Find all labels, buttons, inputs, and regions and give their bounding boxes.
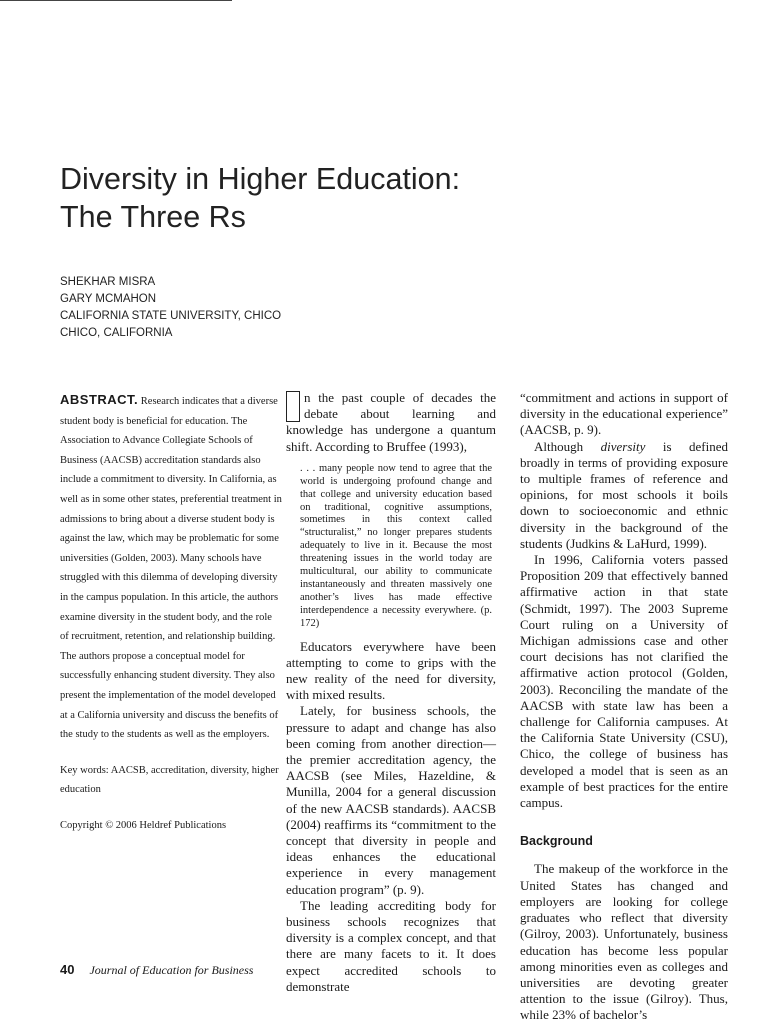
title-line-1: Diversity in Higher Education: <box>60 162 461 196</box>
author-1: SHEKHAR MISRA <box>60 276 156 288</box>
copyright-notice: Copyright © 2006 Heldref Publications <box>60 819 227 831</box>
keywords: Key words: AACSB, accreditation, diversity, higher education <box>60 764 279 796</box>
intro-paragraph <box>286 390 496 455</box>
abstract-paragraph <box>60 390 282 745</box>
paragraph-commitment: “commitment and actions in support of diversity in the educational experience” (AACSB, p. 9). <box>520 390 728 438</box>
block-quote: . . . many people now tend to agree that the world is undergoing profound change and that college and university education based on traditional, cognitive assumptions, sometimes in this context called “structuralist,” no longer prepares students adequately to live in it. Because the most threatening issues in the world today are multicultural, our ability to communicate instantaneously and threaten massively one another’s lives has made effective interdependence a necessity everywhere. (p. 172) <box>300 462 492 629</box>
author-2: GARY MCMAHON <box>60 293 157 305</box>
page-footer <box>60 962 360 978</box>
affiliation-location: CHICO, CALIFORNIA <box>60 327 173 339</box>
top-rule <box>0 0 232 1</box>
abstract-heading: ABSTRACT. <box>60 392 139 407</box>
journal-name: Journal of Education for Business <box>89 963 254 977</box>
body-column-right <box>520 390 728 1024</box>
article-title <box>60 160 720 236</box>
title-line-2: The Three Rs <box>60 200 246 234</box>
body-column-middle <box>286 390 496 995</box>
affiliation-university: CALIFORNIA STATE UNIVERSITY, CHICO <box>60 310 282 322</box>
paragraph-diversity-definition <box>520 439 728 552</box>
abstract-column <box>60 390 282 835</box>
intro-text: n the past couple of decades the debate about learning and knowledge has undergone a quantum shift. According to Bruffee (1993), <box>286 390 496 454</box>
section-heading-background: Background <box>520 834 593 849</box>
paragraph-pressure: Lately, for business schools, the pressure to adapt and change has also been coming from another direction—the premier accreditation agency, the AACSB (see Miles, Hazeldine, & Munilla, 2004 for a general discussion of the new AACSB standards). AACSB (2004) reaffirms its “commitment to the concept that diversity in people and ideas enhances the educational experience in every management education program” (p. 9). <box>286 703 496 897</box>
page-number: 40 <box>60 962 75 977</box>
paragraph-proposition-209: In 1996, California voters passed Proposition 209 that effectively banned affirmative action in that state (Schmidt, 1997). The 2003 Supreme Court ruling on a University of Michigan admissions case and other court decisions has not clarified the affirmative action protocol (Golden, 2003). Reconciling the mandate of the AACSB with state law has been a challenge for California campuses. At the California State University (CSU), Chico, the college of business has developed a model that is seen as an example of best practices for the entire campus. <box>520 552 728 811</box>
abstract-text: Research indicates that a diverse student body is beneficial for education. The Association to Advance Collegiate Schools of Business (AACSB) accreditation standards also include a commitment to diversity. In California, as well as in some other states, preferential treatment in admissions to bring about a diverse student body is against the law, which may be problematic for some universities (Golden, 2003). Many schools have struggled with this dilemma of developing diversity in the campus population. In this article, the authors examine diversity in the student body, and the role of recruitment, retention, and relationship building. The authors propose a conceptual model for successfully enhancing student diversity. They also present the implementation of the model developed at a California university and discuss the benefits of the study to the students as well as the employers. <box>60 396 282 741</box>
r2-emphasis: diversity <box>600 438 646 454</box>
paragraph-accrediting: The leading accrediting body for business schools recognizes that diversity is a complex concept, and that there are many facets to it. It does expect accredited schools to demonstrate <box>286 897 496 994</box>
r2-post: is defined broadly in terms of providing exposure to multiple frames of reference and opinions, for most schools it boils down to socioeconomic and ethnic diversity in the background of the students (Judkins & LaHurd, 1999). <box>520 438 728 551</box>
drop-cap <box>286 391 300 422</box>
author-block <box>60 274 380 342</box>
r2-pre: Although <box>534 438 601 454</box>
paragraph-workforce: The makeup of the workforce in the United States has changed and employers are looking for college graduates who reflect that diversity (Gilroy, 2003). Unfortunately, business education has become less popular among minorities even as colleges and universities are devoting greater attention to the issue (Gilroy). Thus, while 23% of bachelor’s <box>520 861 728 1023</box>
paragraph-educators: Educators everywhere have been attempting to come to grips with the new reality of the need for diversity, with mixed results. <box>286 638 496 703</box>
